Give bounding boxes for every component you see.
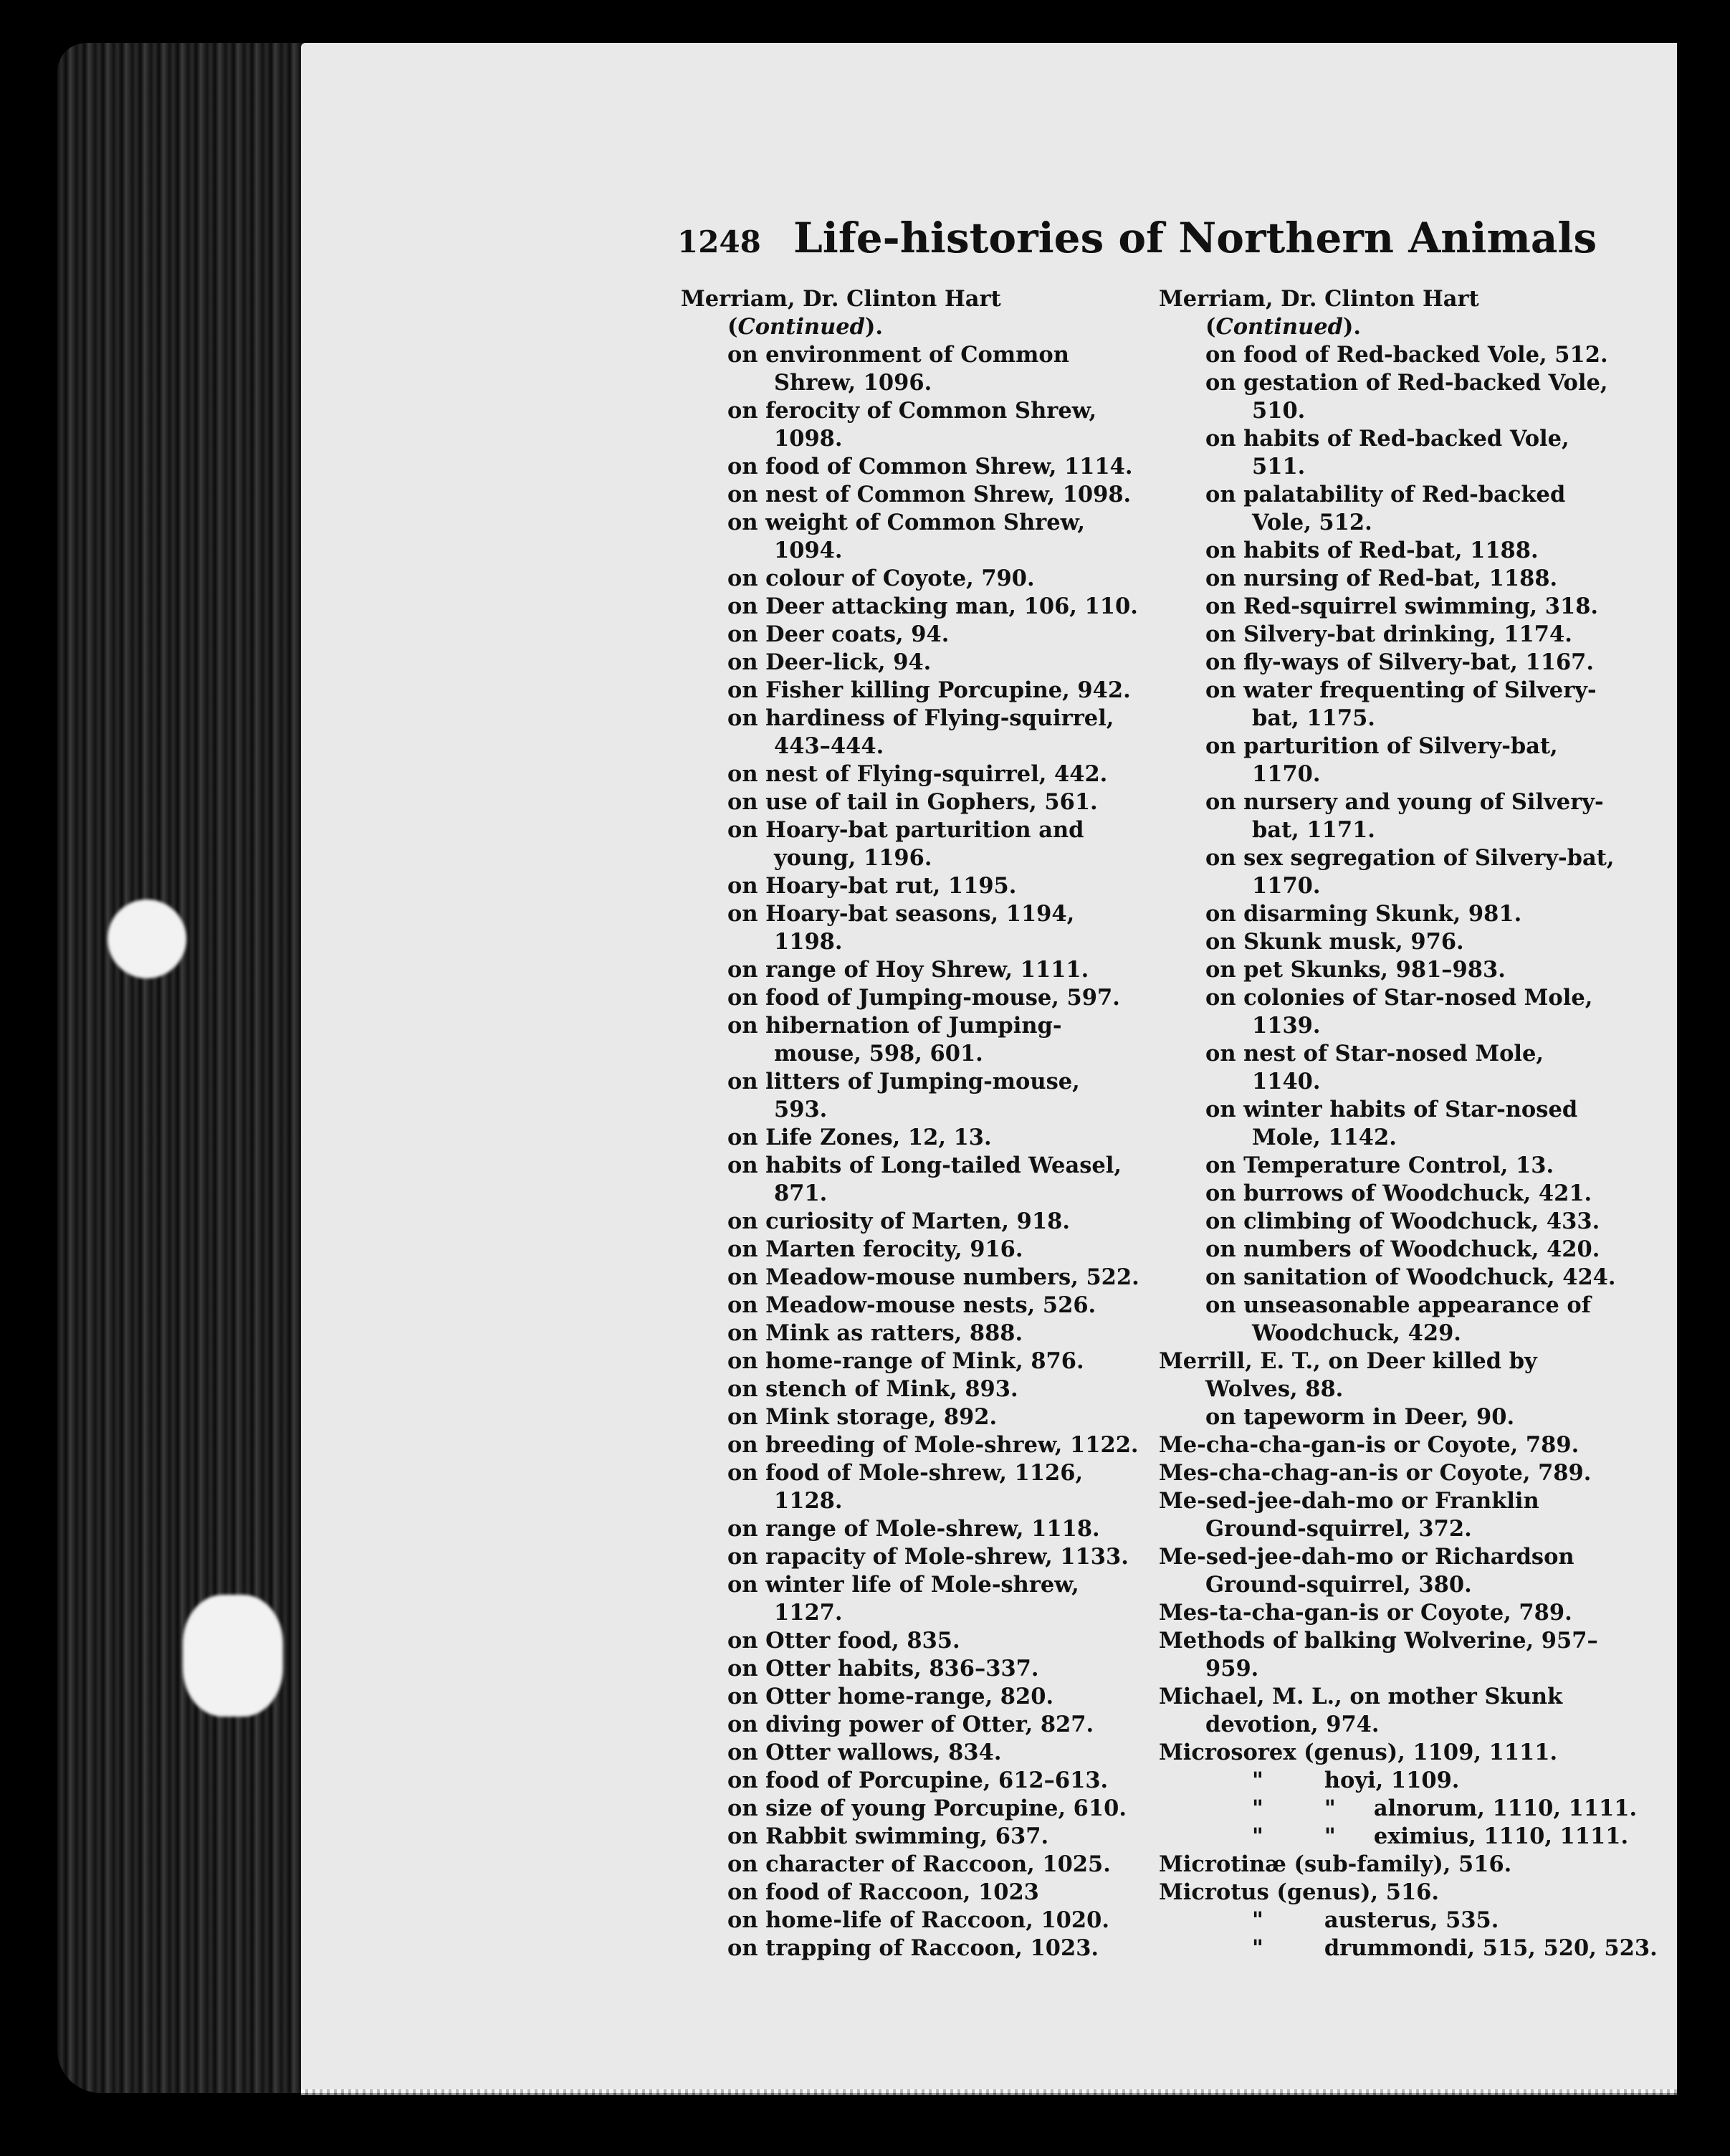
left-sub-entries [681,341,1139,1962]
page-header [677,214,1602,264]
index-sub-entry: on ferocity of Common Shrew, 1098. [727,398,1097,452]
index-ditto-entry: " hoyi, 1109. [1252,1768,1460,1793]
index-sub-entry: on home-life of Raccoon, 1020. [727,1907,1109,1933]
index-sub-entry: on rapacity of Mole-shrew, 1133. [727,1544,1129,1570]
index-sub-entry: on winter habits of Star-nosed Mole, 1142. [1205,1097,1578,1150]
index-column-left [681,285,1139,1962]
page-edge [301,2089,1677,2095]
index-sub-entry: on home-range of Mink, 876. [727,1348,1084,1374]
index-entry: Microtinæ (sub-family), 516. [1159,1851,1512,1877]
index-sub-entry: on litters of Jumping-mouse, 593. [727,1069,1080,1122]
heading-end: ). [865,314,884,340]
index-sub-entry: on Meadow-mouse numbers, 522. [727,1264,1139,1290]
index-sub-entry: on sex segregation of Silvery-bat, 1170. [1205,845,1615,899]
index-sub-entry: on Mink storage, 892. [727,1404,998,1430]
index-sub-entry: on nest of Star-nosed Mole, 1140. [1205,1041,1544,1094]
index-ditto-entry: " drummondi, 515, 520, 523. [1252,1935,1658,1961]
heading-text: Merriam, Dr. Clinton Hart ( [681,286,1001,340]
index-sub-entry: on Skunk musk, 976. [1205,929,1464,955]
index-sub-entry: on weight of Common Shrew, 1094. [727,510,1086,563]
index-sub-entry: on breeding of Mole-shrew, 1122. [727,1432,1139,1458]
heading-end: ). [1343,314,1362,340]
index-sub-entry: on Temperature Control, 13. [1205,1153,1554,1178]
microtus-entries [1159,1907,1658,1962]
right-sub-entries [1159,341,1617,1348]
index-sub-entry: on water frequenting of Silvery-bat, 1175. [1205,677,1597,731]
index-sub-entry: on Deer coats, 94. [727,621,950,647]
index-sub-entry: on Silvery-bat drinking, 1174. [1205,621,1572,647]
index-sub-entry: on Otter wallows, 834. [727,1740,1002,1765]
index-sub-entry: on tapeworm in Deer, 90. [1205,1404,1515,1430]
index-entry: Michael, M. L., on mother Skunk devotion, 974. [1159,1684,1563,1737]
index-sub-entry: on food of Raccoon, 1023 [727,1879,1039,1905]
heading-text: Merriam, Dr. Clinton Hart ( [1159,286,1479,340]
index-sub-entry: on gestation of Red-backed Vole, 510. [1205,370,1608,424]
index-sub-entry: on diving power of Otter, 827. [727,1712,1094,1737]
index-sub-entry: on Hoary-bat rut, 1195. [727,873,1017,899]
index-sub-entry: on winter life of Mole-shrew, 1127. [727,1572,1079,1626]
index-sub-entry: on Red-squirrel swimming, 318. [1205,593,1599,619]
index-sub-entry: on climbing of Woodchuck, 433. [1205,1208,1600,1234]
index-heading [681,285,1139,341]
index-sub-entry: on Life Zones, 12, 13. [727,1125,992,1150]
index-sub-entry: on Mink as ratters, 888. [727,1320,1023,1346]
index-sub-entry: on food of Red-backed Vole, 512. [1205,342,1608,368]
index-entry: Microtus (genus), 516. [1159,1879,1440,1905]
running-title: Life-histories of Northern Animals [793,214,1597,262]
heading-continued: Continued [737,314,865,340]
index-sub-entry: on stench of Mink, 893. [727,1376,1018,1402]
index-entry: Microsorex (genus), 1109, 1111. [1159,1740,1558,1765]
index-sub-entry: on food of Common Shrew, 1114. [727,454,1133,480]
index-sub-entry: on unseasonable appearance of Woodchuck, 429. [1205,1292,1591,1346]
index-sub-entry: on nest of Common Shrew, 1098. [727,482,1132,507]
index-sub-entry: on hardiness of Flying-squirrel, 443–444. [727,705,1114,759]
heading-continued: Continued [1215,314,1343,340]
index-sub-entry: on colour of Coyote, 790. [727,566,1035,591]
index-sub-entry: on Rabbit swimming, 637. [727,1823,1049,1849]
right-main-entries [1159,1431,1617,1767]
index-entry: Merrill, E. T., on Deer killed by Wolves, 88. [1159,1348,1537,1402]
index-sub-entry: on curiosity of Marten, 918. [727,1208,1070,1234]
index-sub-entry: on food of Jumping-mouse, 597. [727,985,1120,1011]
index-sub-entry: on food of Porcupine, 612–613. [727,1768,1109,1793]
index-sub-entry: on hibernation of Jumping-mouse, 598, 601. [727,1013,1062,1067]
index-sub-entry: on Deer-lick, 94. [727,649,932,675]
index-sub-entry: on character of Raccoon, 1025. [727,1851,1111,1877]
index-sub-entry: on parturition of Silvery-bat, 1170. [1205,733,1558,787]
index-entry: Methods of balking Wolverine, 957–959. [1159,1628,1598,1682]
index-column-right [1159,285,1658,1962]
index-sub-entry: on environment of Common Shrew, 1096. [727,342,1069,396]
index-sub-entry: on habits of Red-backed Vole, 511. [1205,426,1569,480]
index-sub-entry: on Marten ferocity, 916. [727,1236,1023,1262]
index-sub-entry: on palatability of Red-backed Vole, 512. [1205,482,1566,535]
index-sub-entry: on numbers of Woodchuck, 420. [1205,1236,1600,1262]
spine-speck [107,900,186,978]
index-sub-entry: on habits of Long-tailed Weasel, 871. [727,1153,1122,1206]
index-entry: Me-sed-jee-dah-mo or Franklin Ground-squirrel, 372. [1159,1488,1539,1542]
index-sub-entry: on Otter home-range, 820. [727,1684,1054,1709]
index-sub-entry: on size of young Porcupine, 610. [727,1795,1127,1821]
index-sub-entry: on Meadow-mouse nests, 526. [727,1292,1096,1318]
index-sub-entry: on fly-ways of Silvery-bat, 1167. [1205,649,1595,675]
index-ditto-entry: " " alnorum, 1110, 1111. [1252,1795,1638,1821]
index-sub-entry: on habits of Red-bat, 1188. [1205,538,1539,563]
index-sub-entry: on Deer attacking man, 106, 110. [727,593,1138,619]
spine-speck [183,1595,283,1717]
index-sub-entry: on range of Mole-shrew, 1118. [727,1516,1100,1542]
index-sub-entry: on Fisher killing Porcupine, 942. [727,677,1131,703]
index-sub-entry: on nursery and young of Silvery-bat, 1171. [1205,789,1604,843]
page-number: 1248 [677,224,761,259]
index-sub-entry: on colonies of Star-nosed Mole, 1139. [1205,985,1593,1039]
index-sub-entry: on burrows of Woodchuck, 421. [1205,1180,1592,1206]
index-sub-entry: on Hoary-bat seasons, 1194, 1198. [727,901,1075,955]
index-entry: Me-cha-cha-gan-is or Coyote, 789. [1159,1432,1580,1458]
book-spine [57,43,315,2093]
index-sub-entry: on pet Skunks, 981–983. [1205,957,1506,983]
index-ditto-entry: " " eximius, 1110, 1111. [1252,1823,1629,1849]
index-entry: Mes-ta-cha-gan-is or Coyote, 789. [1159,1600,1572,1626]
index-entry: Me-sed-jee-dah-mo or Richardson Ground-squirrel, 380. [1159,1544,1574,1598]
index-sub-entry: on nest of Flying-squirrel, 442. [727,761,1108,787]
index-sub-entry: on Otter food, 835. [727,1628,960,1654]
index-sub-entry: on sanitation of Woodchuck, 424. [1205,1264,1616,1290]
index-ditto-entry: " austerus, 535. [1252,1907,1499,1933]
index-sub-entry: on use of tail in Gophers, 561. [727,789,1098,815]
index-sub-entry: on Otter habits, 836–337. [727,1656,1039,1682]
index-sub-entry: on disarming Skunk, 981. [1205,901,1522,927]
index-sub-entry: on trapping of Raccoon, 1023. [727,1935,1099,1961]
index-entry: Mes-cha-chag-an-is or Coyote, 789. [1159,1460,1592,1486]
index-sub-entry: on food of Mole-shrew, 1126, 1128. [727,1460,1084,1514]
microsorex-entries [1159,1767,1638,1851]
index-sub-entry: on range of Hoy Shrew, 1111. [727,957,1089,983]
index-sub-entry: on Hoary-bat parturition and young, 1196. [727,817,1084,871]
index-sub-entry: on nursing of Red-bat, 1188. [1205,566,1558,591]
index-heading [1159,285,1617,341]
